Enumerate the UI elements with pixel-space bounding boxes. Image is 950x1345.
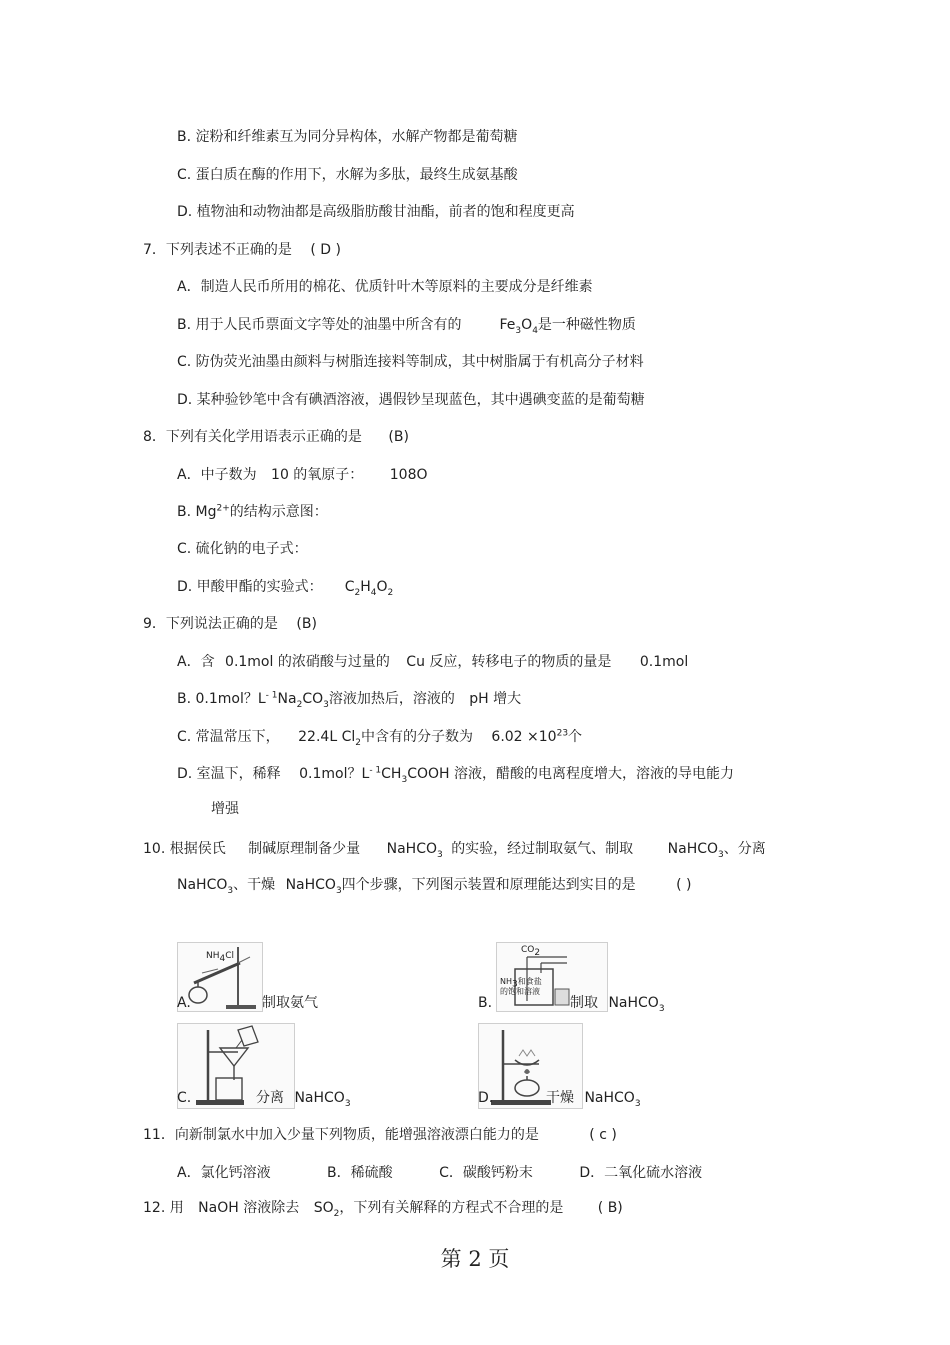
q10-stem-line1	[143, 840, 766, 858]
formula-subscript: 3	[227, 885, 234, 896]
q8-option-c: C. 硫化钠的电子式：	[177, 541, 308, 557]
formula-subscript: 3	[335, 885, 342, 896]
q8-option-b-ion: B. Mg	[177, 504, 217, 520]
q8-option-a	[177, 466, 428, 484]
formula-part: 6.02 ×10	[491, 729, 557, 745]
figure-b-caption-text: 制取	[570, 995, 598, 1011]
q8-option-b	[177, 503, 328, 521]
q10-answer: ( )	[676, 877, 692, 893]
formula-subscript: 4	[370, 587, 377, 598]
formula-subscript: 3	[515, 325, 522, 336]
formula-subscript: 3	[437, 849, 443, 860]
formula-subscript: 4	[219, 953, 226, 964]
q7-option-b	[177, 316, 636, 334]
formula-part: NaHCO	[285, 877, 336, 893]
formula-part: 22.4L Cl	[298, 729, 356, 745]
formula-part: CH	[381, 766, 402, 782]
formula-part: NaHCO	[294, 1090, 345, 1106]
q10-formula	[286, 876, 342, 894]
figure-b-gas	[521, 945, 541, 958]
q7-option-d: D. 某种验钞笔中含有碘酒溶液，遇假钞呈现蓝色，其中遇碘变蓝的是葡萄糖	[177, 392, 645, 408]
q9-option-d-continued: 增强	[211, 801, 239, 817]
figure-b-formula	[608, 994, 664, 1012]
figure-b-letter: B.	[478, 995, 493, 1011]
formula-subscript: 2	[387, 587, 394, 598]
q10-stem-line2	[177, 876, 692, 894]
formula-part: NaHCO	[667, 841, 719, 857]
q7-option-b-formula	[500, 316, 538, 334]
q7-answer: ( D )	[310, 242, 341, 258]
q8-option-a-isotope: 108O	[389, 467, 428, 483]
q7-stem-text: 7．下列表述不正确的是	[143, 242, 292, 258]
figure-c-caption	[256, 1089, 351, 1107]
figure-d-caption	[546, 1089, 641, 1107]
figure-d-formula	[584, 1089, 640, 1107]
q11-answer: ( c )	[589, 1127, 617, 1143]
formula-subscript: 2	[354, 587, 361, 598]
q11-option-a: A．氯化钙溶液	[177, 1165, 271, 1181]
q8-option-d-formula	[345, 578, 394, 596]
q9-option-b-exp: - 1	[265, 690, 278, 701]
formula-part: 和食盐	[517, 977, 542, 986]
q11-options	[177, 1164, 702, 1182]
q12-text: ，下列有关解释的方程式不合理的是	[339, 1200, 564, 1216]
q6-option-c: C. 蛋白质在酶的作用下，水解为多肽，最终生成氨基酸	[177, 167, 518, 183]
q10-formula	[387, 840, 443, 858]
q8-stem-text: 8．下列有关化学用语表示正确的是	[143, 429, 362, 445]
q9-stem-text: 9．下列说法正确的是	[143, 616, 278, 632]
q11-option-d: D．二氧化硫水溶液	[579, 1165, 703, 1181]
q8-option-b-text: 的结构示意图：	[229, 504, 328, 520]
formula-subscript: 2	[296, 699, 303, 710]
formula-subscript: 3	[634, 1098, 641, 1109]
q9-option-a-text2: 0.1mol 的浓硝酸与过量的	[225, 654, 390, 670]
q11-option-b: B．稀硫酸	[327, 1165, 393, 1181]
q10-text: 、干燥	[233, 877, 276, 893]
q9-option-c-text2: 中含有的分子数为	[360, 729, 473, 745]
q8-option-d-text: D. 甲酸甲酯的实验式：	[177, 579, 323, 595]
figure-d-letter: D.	[478, 1090, 494, 1106]
q8-option-a-text: A．中子数为	[177, 467, 257, 483]
q12-answer: ( B)	[597, 1200, 623, 1216]
formula-subscript: 3	[658, 1003, 665, 1014]
formula-subscript: 2	[333, 1208, 340, 1219]
q9-option-d-conc: 0.1mol？L	[299, 766, 370, 782]
q8-option-a-text2: 10 的氧原子：	[271, 467, 364, 483]
formula-part: Na	[277, 691, 297, 707]
q8-stem	[143, 428, 409, 446]
formula-subscript: 3	[718, 849, 724, 860]
formula-part: NaHCO	[386, 841, 437, 857]
q10-text: 四个步骤，下列图示装置和原理能达到实目的是	[341, 877, 636, 893]
q9-option-d-text: D. 室温下，稀释	[177, 766, 281, 782]
q12-stem	[143, 1199, 623, 1217]
q9-option-b	[177, 690, 521, 708]
formula-part: NH	[500, 977, 512, 986]
q9-option-c-text: C. 常温常压下，	[177, 729, 280, 745]
q9-option-d	[177, 765, 734, 783]
q12-formula	[314, 1199, 340, 1217]
figure-c-caption-text: 分离	[256, 1090, 284, 1106]
formula-subscript: 2	[355, 737, 361, 748]
q9-option-b-conc: B. 0.1mol？L	[177, 691, 266, 707]
figure-b-caption	[570, 994, 665, 1012]
formula-subscript: 2	[534, 947, 541, 958]
formula-part: NH	[206, 951, 220, 961]
formula-subscript: 3	[401, 774, 408, 785]
q7-option-a: A．制造人民币所用的棉花、优质针叶木等原料的主要成分是纤维素	[177, 279, 593, 295]
formula-part: C	[344, 579, 355, 595]
q7-stem	[143, 241, 341, 259]
formula-part: NaHCO	[608, 995, 659, 1011]
figure-c-letter: C.	[177, 1090, 192, 1106]
q12-text: NaOH 溶液除去	[198, 1200, 300, 1216]
formula-part: 的饱和溶液	[500, 987, 540, 996]
q9-stem	[143, 615, 317, 633]
figure-a-reagent	[206, 951, 235, 964]
q6-option-d: D. 植物油和动物油都是高级脂肪酸甘油酯，前者的饱和程度更高	[177, 204, 575, 220]
q9-option-b-text: 溶液加热后，溶液的	[328, 691, 455, 707]
q10-text: 制碱原理制备少量	[248, 841, 361, 857]
formula-subscript: 3	[323, 699, 329, 710]
q9-option-a-amount: 0.1mol	[639, 654, 689, 670]
page-number: 第 2 页	[440, 1247, 510, 1271]
formula-part: NaHCO	[177, 877, 228, 893]
formula-subscript: 3	[512, 979, 518, 990]
q10-text: 10. 根据侯氏	[143, 841, 226, 857]
q9-option-c-unit: 个	[568, 729, 583, 745]
q10-formula	[668, 840, 724, 858]
figure-a-letter: A.	[177, 995, 191, 1011]
q11-stem	[143, 1126, 617, 1144]
q8-answer: (B)	[388, 429, 409, 445]
q7-option-b-text: B. 用于人民币票面文字等处的油墨中所含有的	[177, 317, 462, 333]
formula-subscript: 4	[532, 325, 538, 336]
q11-option-c: C．碳酸钙粉末	[439, 1165, 533, 1181]
formula-part: O	[376, 579, 388, 595]
formula-part: Cl	[225, 951, 235, 961]
q11-stem-text: 11．向新制氯水中加入少量下列物质，能增强溶液漂白能力的是	[143, 1127, 539, 1143]
q7-option-b-tail: 是一种磁性物质	[537, 317, 636, 333]
q9-option-d-text2: COOH 溶液，醋酸的电离程度增大，溶液的导电能力	[407, 766, 734, 782]
q10-text: 、分离	[723, 841, 766, 857]
formula-part: CO	[521, 945, 535, 955]
q8-option-d	[177, 578, 393, 596]
formula-part: O	[521, 317, 533, 333]
q6-option-b: B. 淀粉和纤维素互为同分异构体，水解产物都是葡萄糖	[177, 129, 518, 145]
q8-option-b-charge: 2+	[216, 503, 230, 514]
figure-d-caption-text: 干燥	[546, 1090, 574, 1106]
formula-part: NaHCO	[584, 1090, 635, 1106]
formula-part: CO	[302, 691, 324, 707]
formula-part: SO	[313, 1200, 334, 1216]
q9-answer: (B)	[296, 616, 317, 632]
q10-text: 的实验，经过制取氨气、制取	[451, 841, 634, 857]
formula-subscript: 3	[344, 1098, 351, 1109]
figure-a-caption: 制取氨气	[262, 995, 318, 1011]
formula-part: Fe	[499, 317, 516, 333]
q9-option-a-text3: Cu 反应，转移电子的物质的量是	[406, 654, 612, 670]
q9-option-b-ph: pH 增大	[469, 691, 522, 707]
q12-text: 12. 用	[143, 1200, 184, 1216]
q9-option-a-text: A．含	[177, 654, 215, 670]
q9-option-c-volume	[298, 728, 361, 746]
q7-option-c: C. 防伪荧光油墨由颜料与树脂连接料等制成，其中树脂属于有机高分子材料	[177, 354, 644, 370]
figure-c-formula	[294, 1089, 350, 1107]
q9-option-c	[177, 728, 582, 746]
q9-option-d-exp: - 1	[369, 765, 382, 776]
q9-option-c-avogadro	[491, 728, 568, 746]
formula-part: H	[360, 579, 371, 595]
formula-exponent: 23	[556, 728, 569, 739]
q9-option-a	[177, 653, 688, 671]
figure-b-liquid	[500, 977, 542, 997]
